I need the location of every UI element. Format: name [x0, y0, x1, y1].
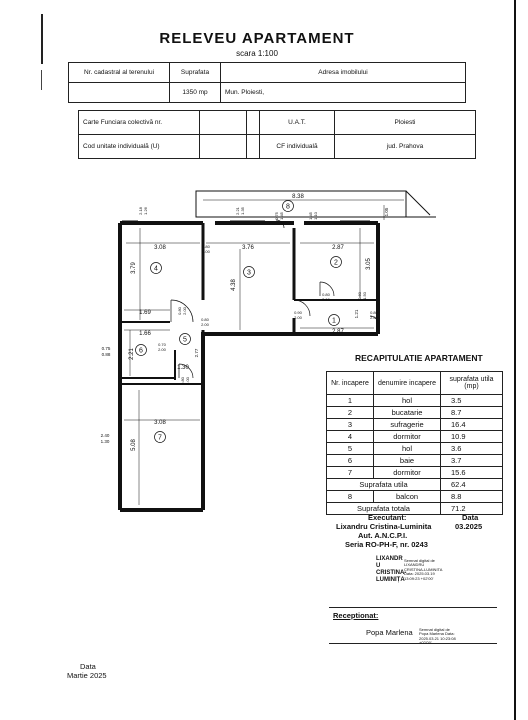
door-label: 2.00 [201, 322, 209, 327]
divider [329, 607, 497, 608]
uat-value: Ploiesti [335, 111, 476, 135]
receptionat-label: Receptionat: [333, 611, 379, 620]
door-label: 0.80 [177, 307, 182, 315]
dimension-label: 2.21 [129, 348, 135, 360]
signature-text: LUMINIȚA [376, 577, 405, 583]
dimension-label: 3.76 [242, 245, 254, 251]
dimension-label: 1.05 [384, 207, 389, 217]
door-label: 0.80 [180, 377, 185, 385]
signature-small-print: Semnat digital de Popa Marlena Data: 2025.03.21 10:23:08 [419, 627, 456, 641]
recap-table [326, 371, 503, 515]
dimension-label: 1.35 [240, 207, 245, 215]
uat-label: U.A.T. [260, 111, 335, 135]
door-label: 2.00 [294, 315, 302, 320]
executant-label: Executant: [368, 513, 407, 522]
door-label: 2.00 [370, 315, 378, 320]
dimension-label: 8.38 [292, 194, 304, 200]
col-name: denumire incapere [374, 372, 441, 395]
executant-serie: Seria RO-PH-F, nr. 0243 [345, 540, 428, 549]
dimension-label: 1.45 [279, 212, 284, 220]
document-scale: scara 1:100 [236, 49, 278, 58]
col-nr: Nr. incapere [327, 372, 374, 395]
door-label: 2.00 [185, 377, 190, 385]
cf-label: Carte Funciara colectivă nr. [79, 111, 200, 135]
date-label: Data [462, 513, 479, 522]
dimension-label: 1.10 [313, 212, 318, 220]
dimension-label: 2.40 [100, 433, 110, 438]
dimension-label: 1.30 [100, 439, 110, 444]
dimension-label: 1.69 [139, 310, 151, 316]
dimension-label: 0.75 [274, 212, 279, 220]
signature-text: LIXANDR [376, 556, 403, 562]
dimension-label: 3.08 [154, 245, 166, 251]
table-row: 3 sufragerie 16.4 [327, 419, 503, 431]
dimension-label: 0.75 [101, 346, 111, 351]
dimension-label: 4.38 [231, 279, 237, 291]
signature-small-print: Semnat digital de LIXANDRU CRISTINA-LUMINITA Data: 2025.03.19 13:09:23 +02'00' [404, 558, 443, 581]
door-label: 0.80 [322, 292, 330, 297]
dimension-label: 3.08 [154, 420, 166, 426]
executant-name: Lixandru Cristina-Luminita [336, 522, 432, 531]
table-row: 6 baie 3.7 [327, 455, 503, 467]
door-label: 0.90 [294, 310, 302, 315]
dimension-label: 5.08 [131, 439, 137, 451]
door-label: 2.00 [182, 307, 187, 315]
table-row: 8 balcon 8.8 [327, 491, 503, 503]
surface-value: 1350 mp [170, 83, 221, 103]
table-row: 7 dormitor 15.6 [327, 467, 503, 479]
signature-text: CRISTINA- [376, 570, 407, 576]
door-label: 0.80 [370, 310, 378, 315]
address-value: Mun. Ploiesti, [221, 83, 466, 103]
room-number: 2 [334, 259, 338, 267]
table-row: 2 bucatarie 8.7 [327, 407, 503, 419]
dimension-label: 2.77 [194, 348, 199, 358]
room-number: 4 [154, 265, 158, 273]
useful-area-row: Suprafata utila 62.4 [327, 479, 503, 491]
room-number: 7 [158, 434, 162, 442]
dimension-label: 2.21 [235, 207, 240, 215]
table-row: 1 hol 3.5 [327, 395, 503, 407]
door-label: 0.60 [357, 292, 362, 300]
dimension-label: 1.45 [308, 212, 313, 220]
surface-label: Suprafata [170, 63, 221, 83]
door-label: 0.80 [202, 244, 210, 249]
cf-individual-label: CF individuală [260, 135, 335, 159]
dimension-label: 1.66 [139, 331, 151, 337]
dimension-label: 1.30 [177, 365, 189, 371]
room-number: 8 [286, 203, 290, 211]
door-label: 2.00 [158, 347, 166, 352]
dimension-label: 3.05 [366, 258, 372, 270]
signature-text: U [376, 563, 381, 569]
room-number: 3 [247, 269, 251, 277]
footer-date-value: Martie 2025 [67, 671, 107, 680]
room-number: 6 [139, 347, 143, 355]
dimension-label: 1.21 [354, 309, 359, 319]
door-label: 0.80 [201, 317, 209, 322]
divider [329, 643, 497, 644]
dimension-label: 2.87 [332, 245, 344, 251]
door-label: 1.50 [362, 292, 367, 300]
dimension-label: 2.87 [332, 329, 344, 335]
col-area: suprafata utila (mp) [441, 372, 503, 395]
total-area-row: Suprafata totala 71.2 [327, 503, 503, 515]
door-label: 0.70 [158, 342, 166, 347]
table-row: 5 hol 3.6 [327, 443, 503, 455]
door-label: 2.00 [202, 249, 210, 254]
dimension-label: 0.88 [101, 352, 111, 357]
door-label: 2.00 [322, 297, 330, 302]
address-label: Adresa imobilului [221, 63, 466, 83]
room-number: 5 [183, 336, 187, 344]
receptionat-name: Popa Marlena [366, 628, 413, 637]
footer-date-label: Data [80, 662, 96, 671]
county-value: jud. Prahova [335, 135, 476, 159]
dimension-label: 3.79 [131, 262, 137, 274]
executant-aut: Aut. A.N.C.P.I. [358, 531, 408, 540]
document-title: RELEVEU APARTAMENT [159, 30, 355, 47]
dimension-label: 1.26 [143, 207, 148, 215]
cadastral-label: Nr. cadastral al terenului [69, 63, 170, 83]
room-number: 1 [332, 317, 336, 325]
table-row: 4 dormitor 10.9 [327, 431, 503, 443]
dimension-label: 2.18 [138, 207, 143, 215]
date-value: 03.2025 [455, 522, 483, 531]
recap-title: RECAPITULATIE APARTAMENT [355, 353, 483, 363]
unit-code-label: Cod unitate individuală (U) [79, 135, 200, 159]
